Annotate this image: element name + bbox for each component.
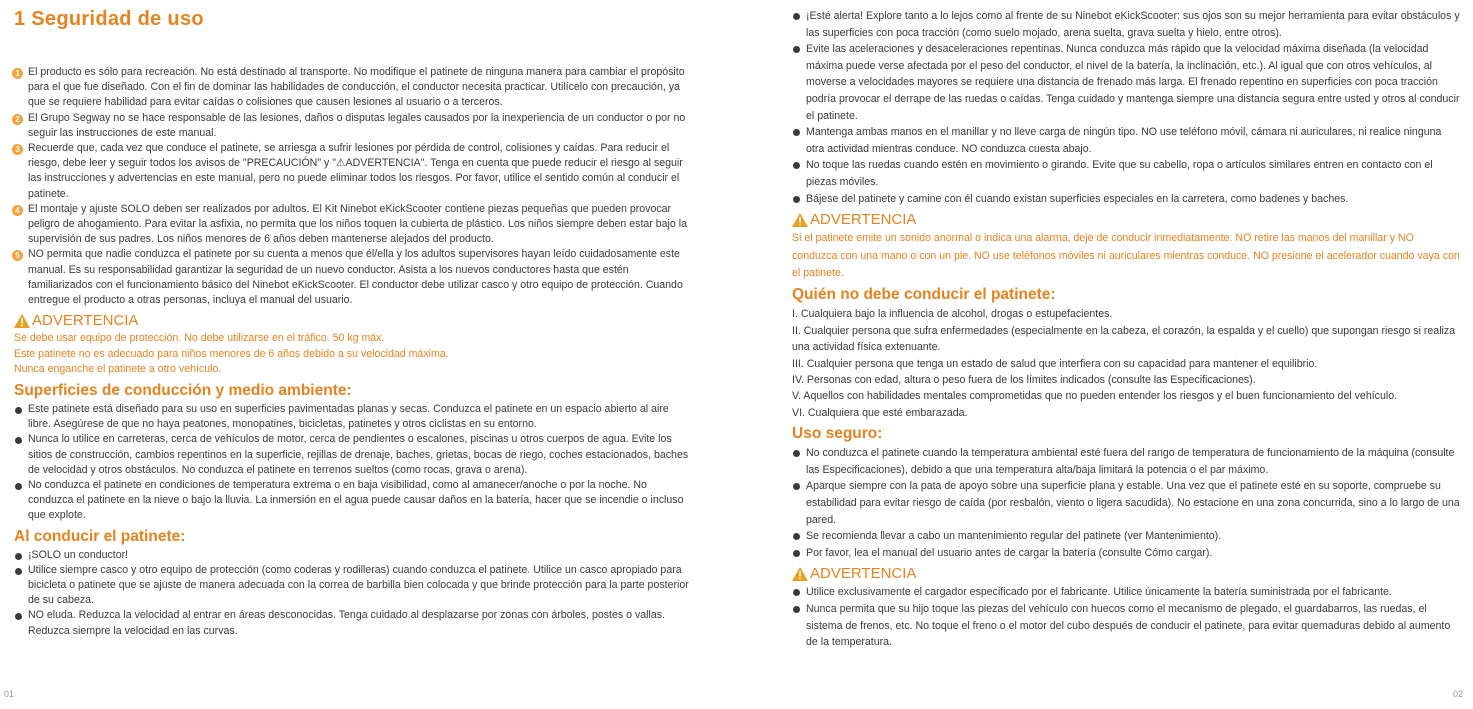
list-item: VI. Cualquiera que esté embarazada.: [792, 406, 968, 419]
list-item: ¡SOLO un conductor!: [14, 548, 692, 563]
list-item: Utilice exclusivamente el cargador especificado por el fabricante. Utilice únicamente la batería suministrada por el fabricante.: [792, 584, 1461, 601]
section-heading-who: Quién no debe conducir el patinete:: [792, 286, 1056, 304]
number-badge: 5: [12, 250, 23, 261]
number-badge: 4: [12, 205, 23, 216]
warning-line: Se debe usar equipo de protección. No debe utilizarse en el tráfico. 50 kg máx.: [14, 332, 385, 345]
list-item: V. Aquellos con habilidades mentales comprometidas que no pueden entender los riesgos y el buen funcionamiento del vehículo.: [792, 390, 1398, 403]
warning-icon: [792, 213, 808, 227]
warning-text: Si el patinete emite un sonido anormal o indica una alarma, deje de conducir inmediatamente. NO retire las manos del manillar y NO conduzca con una mano o con un pie. NO use teléfonos móviles ni auriculares mientras conduce. NO presione el acelerador cuando vaya con el patinete.: [792, 232, 1460, 279]
list-item: Por favor, lea el manual del usuario antes de cargar la batería (consulte Cómo cargar).: [792, 545, 1461, 562]
list-item: ¡Esté alerta! Explore tanto a lo lejos como al frente de su Ninebot eKickScooter: sus ojos son su mejor herramienta para evitar obstáculos y las superficies con poca tracción (como suelo mojado, arena suelta, grava suelta y hielo, entre otros).: [792, 8, 1461, 41]
page-number: 01: [4, 689, 15, 699]
number-badge: 2: [12, 114, 23, 125]
list-item: Nunca lo utilice en carreteras, cerca de vehículos de motor, cerca de pendientes o escalones, piscinas u otros cuerpos de agua. Evite los sitios de construcción, cambios repentinos en la superficie, rejillas de drenaje, baches, grietas, bocas de riego, coches estacionados, baches de velocidad y otros obstáculos. No conduzca el patinete en terrenos sueltos (como rocas, grava o arena).: [14, 432, 692, 478]
section-heading-surfaces: Superficies de conducción y medio ambiente:: [14, 382, 352, 400]
list-item: No conduzca el patinete en condiciones de temperatura extrema o en baja visibilidad, como al amanecer/anoche o por la noche. No conduzca el patinete en la nieve o bajo la lluvia. La inmersión en el agua puede causar daños en la batería, hacer que se incendie o incluso que explote.: [14, 478, 692, 524]
warning-line: Nunca enganche el patinete a otro vehículo.: [14, 363, 222, 376]
list-item: 3 Recuerde que, cada vez que conduce el patinete, se arriesga a sufrir lesiones por pérdida de control, colisiones y caídas. Para reducir el riesgo, debe leer y seguir todos los avisos de "PRECAUCIÓN" y "⚠ADVERTENCIA". Tenga en cuenta que puede reducir el riesgo al seguir las instrucciones y advertencias en este manual, pero no puede eliminar todos los riesgos. Por favor, utilice el sentido común al conducir el patinete.: [14, 141, 692, 202]
list-item: Este patinete está diseñado para su uso en superficies pavimentadas planas y secas. Conduzca el patinete en un espacio abierto al aire libre. Asegúrese de que no haya peatones, monopatines, bicicletas, patinetes y otros ciclistas en su entorno.: [14, 402, 692, 432]
list-item: I. Cualquiera bajo la influencia de alcohol, drogas o estupefacientes.: [792, 308, 1113, 321]
list-item: No conduzca el patinete cuando la temperatura ambiental esté fuera del rango de temperatura de funcionamiento de la máquina (consulte las Especificaciones), debido a que una temperatura alta/baja limitará la potencia o el par máximo.: [792, 445, 1461, 478]
list-item: 4 El montaje y ajuste SOLO deben ser realizados por adultos. El Kit Ninebot eKickScooter contiene piezas pequeñas que pueden provocar peligro de ahogamiento. Para evitar la asfixia, no permita que los niños toquen la cubierta de plástico. Los niños siempre deben estar bajo la supervisión de sus padres. Los niños menores de 6 años deben mantenerse alejados del producto.: [14, 202, 692, 248]
list-item: NO eluda. Reduzca la velocidad al entrar en áreas desconocidas. Tenga cuidado al desplazarse por zonas con árboles, postes o vallas. Reduzca siempre la velocidad en las curvas.: [14, 608, 692, 638]
right-page: [780, 0, 1473, 709]
list-item: Mantenga ambas manos en el manillar y no lleve carga de ningún tipo. NO use teléfono móvil, cámara ni auriculares, ni realice ninguna otra actividad mientras conduce. NO conduzca cuesta abajo.: [792, 124, 1461, 157]
number-badge: 3: [12, 144, 23, 155]
list-item: 2 El Grupo Segway no se hace responsable de las lesiones, daños o disputas legales causados por la inexperiencia de un conductor o por no seguir las instrucciones de este manual.: [14, 111, 692, 141]
list-item: III. Cualquier persona que tenga un estado de salud que interfiera con su capacidad para mantener el equilibrio.: [792, 357, 1318, 370]
list-item: No toque las ruedas cuando estén en movimiento o girando. Evite que su cabello, ropa o artículos similares entren en contacto con el piezas móviles.: [792, 157, 1461, 190]
list-item: Se recomienda llevar a cabo un mantenimiento regular del patinete (ver Mantenimiento).: [792, 528, 1461, 545]
list-item: Evite las aceleraciones y desaceleraciones repentinas. Nunca conduzca más rápido que la velocidad máxima diseñada (la velocidad máxima puede verse afectada por el peso del conductor, el nivel de la batería, la inclinación, etc.). Al igual que con otros vehículos, al moverse a velocidades mayores se requiere una distancia de frenado más larga. El frenado repentino en superficies con poca tracción podría provocar el derrape de las ruedas o caídas. Tenga cuidado y mantenga siempre una distancia segura entre usted y otros al conducir el patinete.: [792, 41, 1461, 124]
list-item: 1 El producto es sólo para recreación. No está destinado al transporte. No modifique el patinete de ninguna manera para cambiar el propósito para el que fue diseñado. Con el fin de dominar las habilidades de conducción, el conductor necesita practicar. Utilícelo con precaución, ya que se requiere habilidad para evitar caídas o colisiones que causen lesiones al usuario o a terceros.: [14, 65, 692, 111]
warning-line: Este patinete no es adecuado para niños menores de 6 años debido a su velocidad máxima.: [14, 347, 449, 360]
left-page: [0, 0, 700, 709]
section-heading-riding: Al conducir el patinete:: [14, 527, 186, 545]
page-number: 02: [1452, 689, 1463, 699]
list-item: Utilice siempre casco y otro equipo de protección (como coderas y rodilleras) cuando conduzca el patinete. Utilice un casco apropiado para bicicleta o patinete que se ajuste de manera adecuada con la correa de barbilla bien colocada y que brinde protección para la parte posterior de su cabeza.: [14, 563, 692, 609]
list-item: Nunca permita que su hijo toque las piezas del vehículo con huecos como el mecanismo de plegado, el guardabarros, las ruedas, el sistema de frenos, etc. No toque el freno o el motor del cubo después de conducir el patinete, para evitar quemaduras debido al aumento de la temperatura.: [792, 601, 1461, 651]
number-badge: 1: [12, 68, 23, 79]
list-item: IV. Personas con edad, altura o peso fuera de los límites indicados (consulte las Especificaciones).: [792, 373, 1256, 386]
warning-icon: [14, 314, 30, 328]
warning-icon: [792, 567, 808, 581]
list-item: Aparque siempre con la pata de apoyo sobre una superficie plana y estable. Una vez que el patinete esté en su soporte, compruebe su estabilidad para evitar riesgo de caída (por resbalón, viento o ligera sacudida). No estacione en una zona concurrida, sino a lo largo de una pared.: [792, 478, 1461, 528]
numbered-list: [14, 65, 692, 308]
section-heading-safe-use: Uso seguro:: [792, 425, 883, 443]
warning-heading: ADVERTENCIA: [792, 565, 1461, 582]
page-title: 1 Seguridad de uso: [14, 8, 204, 30]
list-item: 5 NO permita que nadie conduzca el patinete por su cuenta a menos que él/ella y los adultos supervisores hayan leído cuidadosamente este manual. Es su responsabilidad garantizar la seguridad de un nuevo conductor. Asista a los nuevos conductores hasta que estén familiarizados con el funcionamiento básico del Ninebot eKickScooter. El conductor debe utilizar casco y otro equipo de protección. Cuando entregue el producto a otras personas, incluya el manual del usuario.: [14, 247, 692, 308]
warning-heading: ADVERTENCIA: [14, 312, 692, 329]
list-item: Bájese del patinete y camine con él cuando existan superficies especiales en la carretera, como badenes y baches.: [792, 191, 1461, 208]
list-item: II. Cualquier persona que sufra enfermedades (especialmente en la cabeza, el corazón, la espalda y el cuello) que supongan riesgo si realiza una actividad física extenuante.: [792, 324, 1456, 354]
warning-heading: ADVERTENCIA: [792, 211, 1461, 228]
